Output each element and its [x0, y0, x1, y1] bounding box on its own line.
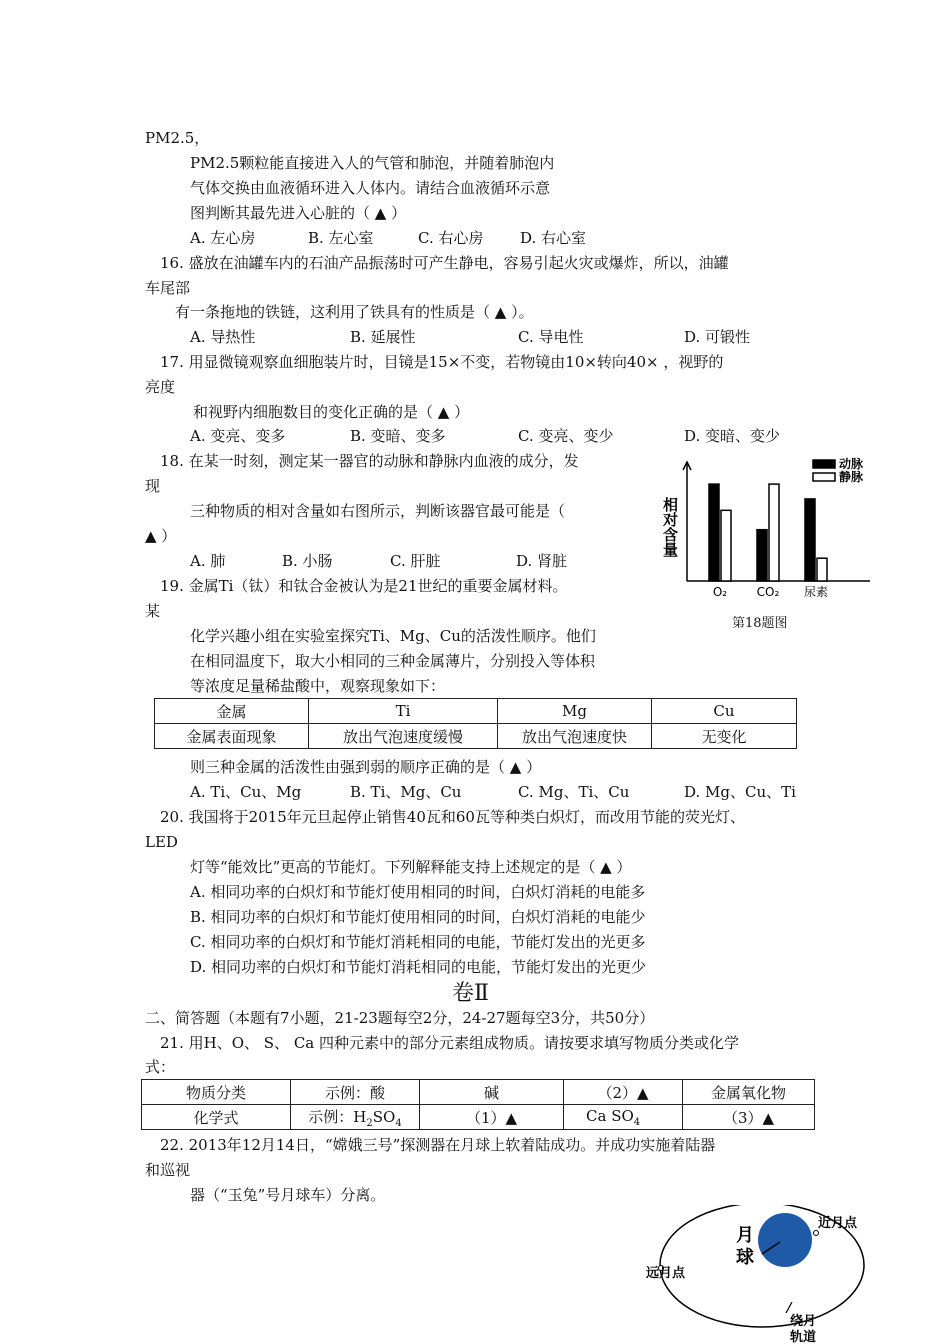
q16-option-a: A. 导热性 [190, 328, 256, 346]
q18-line2: 现 [145, 477, 161, 495]
q16-line1: 16. 盛放在油罐车内的石油产品振荡时可产生静电，容易引起火灾或爆炸，所以，油罐 [160, 254, 729, 272]
q15-option-a: A. 左心房 [190, 229, 256, 247]
table-cell: （2）▲ [564, 1080, 683, 1105]
part2-title: 卷Ⅱ [452, 981, 489, 1006]
formula-text: 示例：H [308, 1107, 367, 1126]
lunar-orbit-diagram [640, 1205, 875, 1344]
perilune-label: 近月点 [818, 1216, 858, 1231]
y-label-char: 含 [663, 526, 679, 544]
q19-metal-table [154, 698, 797, 749]
q21-line2: 式： [145, 1058, 176, 1076]
q17-line3: 和视野内细胞数目的变化正确的是（ ▲ ） [193, 403, 470, 421]
q17-option-b: B. 变暗、变多 [350, 427, 446, 445]
orbit-label-line1: 绕月 [790, 1314, 817, 1329]
q22-line1: 22. 2013年12月14日，“嫦娥三号”探测器在月球上软着陆成功。并成功实施着陆器 [160, 1136, 716, 1154]
q20-option-a: A. 相同功率的白炽灯和节能灯使用相同的时间，白炽灯消耗的电能多 [190, 883, 646, 901]
formula-text: Ca SO [586, 1106, 634, 1125]
moon-disc [758, 1213, 812, 1267]
q18-options [190, 551, 567, 571]
q18-option-c: C. 肝脏 [390, 552, 441, 570]
q15-line1: PM2.5， [145, 129, 210, 147]
q20-line2: LED [145, 833, 178, 851]
q16-option-b: B. 延展性 [350, 328, 416, 346]
table-cell: 化学式 [142, 1105, 291, 1130]
q19-line5: 等浓度足量稀盐酸中，观察现象如下： [190, 677, 446, 695]
q15-option-b: B. 左心室 [308, 229, 374, 247]
q19-line6: 则三种金属的活泼性由强到弱的顺序正确的是（ ▲ ） [190, 758, 542, 776]
table-cell: Cu [652, 699, 797, 724]
orbit-direction-arrow [786, 1302, 792, 1313]
x-tick-label: CO₂ [756, 585, 780, 599]
chart-tick-labels [713, 584, 828, 599]
bar-vein-1 [769, 484, 779, 581]
table-cell: 金属氧化物 [683, 1080, 815, 1105]
chart-legend [813, 456, 864, 484]
q22-line2: 和巡视 [145, 1161, 191, 1179]
table-cell: 示例：酸 [291, 1080, 420, 1105]
chart-bars [709, 484, 827, 581]
table-cell [564, 1105, 683, 1130]
q19-line4: 在相同温度下，取大小相同的三种金属薄片，分别投入等体积 [190, 652, 596, 670]
apolune-label: 远月点 [646, 1266, 686, 1281]
q15-line3: 气体交换由血液循环进入人体内。请结合血液循环示意 [190, 179, 551, 197]
q16-line3: 有一条拖地的铁链，这利用了铁具有的性质是（ ▲ ）。 [175, 303, 534, 321]
table-cell: 金属 [155, 699, 309, 724]
q21-line1: 21. 用H、O、 S、 Ca 四种元素中的部分元素组成物质。请按要求填写物质分类或化学 [160, 1034, 740, 1052]
formula-subscript: 4 [633, 1116, 641, 1128]
chart-y-label [662, 496, 678, 559]
q20-option-c: C. 相同功率的白炽灯和节能灯消耗相同的电能，节能灯发出的光更多 [190, 933, 646, 951]
q18-line4: ▲ ） [145, 527, 177, 545]
q21-fill-table [141, 1079, 815, 1130]
table-cell: Mg [498, 699, 652, 724]
table-row [155, 699, 797, 724]
table-cell: （1）▲ [420, 1105, 564, 1130]
table-row [142, 1105, 815, 1130]
q19-line2: 某 [145, 602, 161, 620]
q19-options [190, 782, 796, 802]
table-row [142, 1080, 815, 1105]
q18-line3: 三种物质的相对含量如右图所示，判断该器官最可能是（ [190, 502, 566, 520]
q19-option-c: C. Mg、Ti、Cu [518, 783, 630, 801]
q18-option-a: A. 肺 [190, 552, 226, 570]
q19-option-a: A. Ti、Cu、Mg [190, 783, 302, 801]
table-cell: 金属表面现象 [155, 724, 309, 749]
table-cell: （3）▲ [683, 1105, 815, 1130]
table-cell: 无变化 [652, 724, 797, 749]
q20-option-b: B. 相同功率的白炽灯和节能灯使用相同的时间，白炽灯消耗的电能少 [190, 908, 646, 926]
bar-artery-1 [757, 530, 767, 581]
q18-bar-chart [655, 455, 870, 605]
q18-line1: 18. 在某一时刻，测定某一器官的动脉和静脉内血液的成分，发 [160, 452, 579, 470]
q17-options [190, 426, 780, 446]
q17-option-c: C. 变亮、变少 [518, 427, 614, 445]
bar-artery-2 [805, 499, 815, 581]
q20-line1: 20. 我国将于2015年元旦起停止销售40瓦和60瓦等种类白炽灯，而改用节能的荧光灯、 [160, 808, 745, 826]
perilune-point [814, 1231, 819, 1236]
q22-line3: 器（“玉兔”号月球车）分离。 [190, 1186, 386, 1204]
q16-option-d: D. 可锻性 [684, 328, 751, 346]
q17-line2: 亮度 [145, 378, 176, 396]
table-cell [291, 1105, 420, 1130]
q18-option-b: B. 小肠 [282, 552, 333, 570]
q17-option-a: A. 变亮、变多 [190, 427, 286, 445]
q15-options [190, 228, 586, 248]
formula-subscript: 4 [395, 1117, 402, 1129]
q15-line4: 图判断其最先进入心脏的（ ▲ ） [190, 204, 407, 222]
legend-label: 静脉 [839, 470, 864, 484]
moon-label-line2: 球 [736, 1247, 754, 1268]
bar-vein-2 [817, 558, 827, 581]
legend-swatch [813, 473, 835, 481]
y-label-char: 量 [663, 541, 679, 559]
table-cell: 放出气泡速度缓慢 [309, 724, 498, 749]
bar-artery-0 [709, 484, 719, 581]
bar-vein-0 [721, 510, 731, 581]
q19-option-b: B. Ti、Mg、Cu [350, 783, 462, 801]
q19-line1: 19. 金属Ti（钛）和钛合金被认为是21世纪的重要金属材料。 [160, 577, 568, 595]
table-cell: 放出气泡速度快 [498, 724, 652, 749]
table-row [155, 724, 797, 749]
x-tick-label: O₂ [712, 585, 728, 599]
q17-line1: 17. 用显微镜观察血细胞装片时，目镜是15×不变，若物镜由10×转向40× ，视野的 [160, 353, 724, 371]
legend-label: 动脉 [839, 457, 864, 471]
q19-option-d: D. Mg、Cu、Ti [684, 783, 796, 801]
q20-line3: 灯等“能效比”更高的节能灯。下列解释能支持上述规定的是（ ▲ ） [190, 858, 632, 876]
moon-label-line1: 月 [736, 1225, 754, 1246]
y-label-char: 对 [663, 511, 679, 529]
table-cell: Ti [309, 699, 498, 724]
formula-text: SO [372, 1107, 396, 1126]
q15-option-d: D. 右心室 [520, 229, 587, 247]
q15-option-c: C. 右心房 [418, 229, 484, 247]
q18-figure-caption: 第18题图 [732, 616, 788, 631]
q17-option-d: D. 变暗、变少 [684, 427, 781, 445]
table-cell: 碱 [420, 1080, 564, 1105]
q16-option-c: C. 导电性 [518, 328, 584, 346]
y-label-char: 相 [663, 496, 679, 514]
q20-option-d: D. 相同功率的白炽灯和节能灯消耗相同的电能，节能灯发出的光更少 [190, 958, 647, 976]
part2-heading: 二、简答题（本题有7小题，21-23题每空2分，24-27题每空3分，共50分） [145, 1009, 655, 1027]
table-cell: 物质分类 [142, 1080, 291, 1105]
q19-line3: 化学兴趣小组在实验室探究Ti、Mg、Cu的活泼性顺序。他们 [190, 627, 596, 645]
formula-subscript: 2 [366, 1117, 373, 1129]
x-tick-label: 尿素 [803, 585, 829, 599]
q16-line2: 车尾部 [145, 279, 191, 297]
orbit-label-line2: 轨道 [790, 1330, 817, 1344]
q16-options [190, 327, 750, 347]
q15-line2: PM2.5颗粒能直接进入人的气管和肺泡，并随着肺泡内 [190, 154, 555, 172]
legend-swatch [813, 460, 835, 468]
q18-option-d: D. 肾脏 [516, 552, 568, 570]
